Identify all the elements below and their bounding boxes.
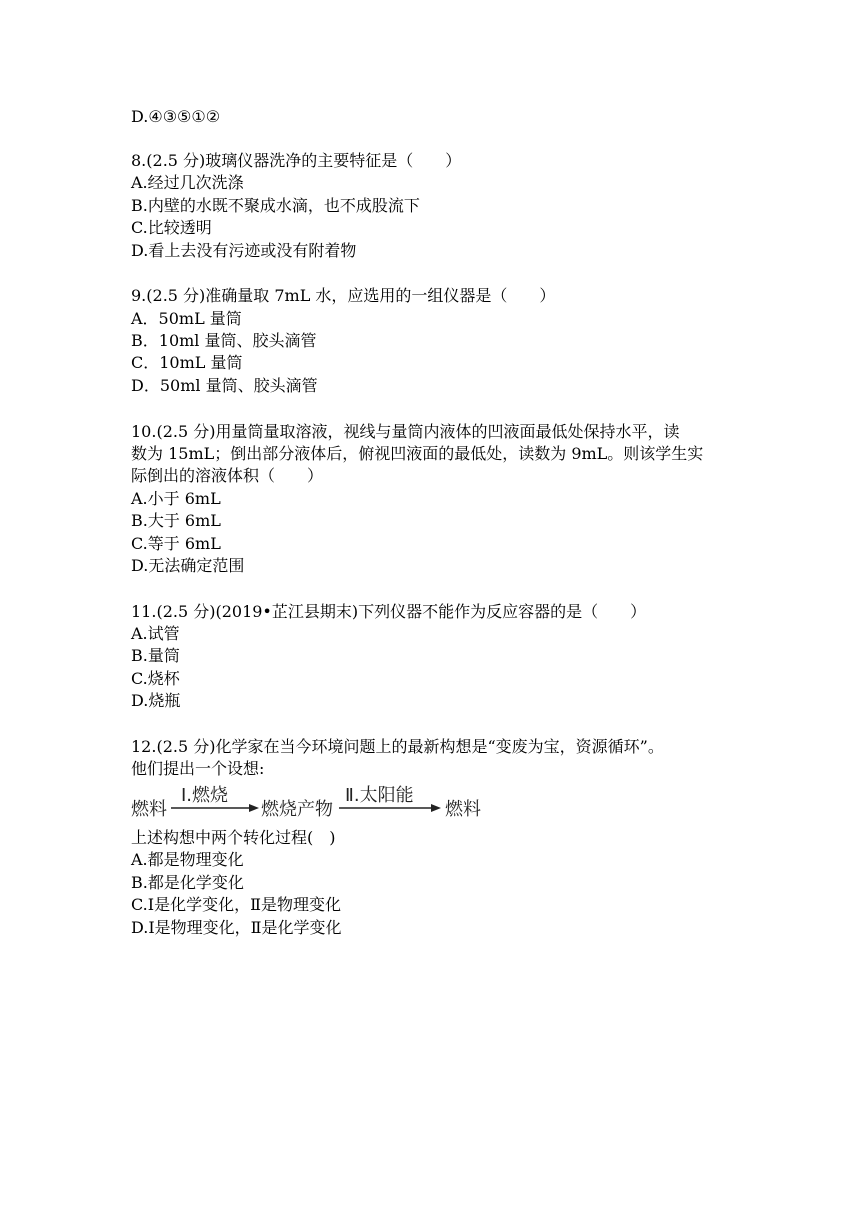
question-8-option-c: C.比较透明 bbox=[131, 218, 212, 237]
question-9-option-b: B．10ml 量筒、胶头滴管 bbox=[131, 331, 317, 350]
question-8-option-d: D.看上去没有污迹或没有附着物 bbox=[131, 241, 357, 260]
question-8-stem: 8.(2.5 分)玻璃仪器洗净的主要特征是（ ） bbox=[131, 151, 462, 170]
question-8-option-b: B.内壁的水既不聚成水滴，也不成股流下 bbox=[131, 196, 420, 215]
prev-option-d: D.④③⑤①② bbox=[131, 107, 221, 126]
diagram-arrowhead-1 bbox=[249, 804, 259, 812]
question-11-option-b: B.量筒 bbox=[131, 646, 180, 665]
diagram-middle-label: 燃烧产物 bbox=[261, 799, 333, 820]
diagram-arrowhead-2 bbox=[431, 804, 441, 812]
question-12-option-a: A.都是物理变化 bbox=[131, 850, 244, 869]
diagram-step2-label: Ⅱ.太阳能 bbox=[345, 785, 414, 806]
question-10-stem-line2: 数为 15mL；倒出部分液体后，俯视凹液面的最低处，读数为 9mL。则该学生实 bbox=[131, 444, 704, 463]
diagram-end-label: 燃料 bbox=[445, 799, 481, 820]
question-11-stem: 11.(2.5 分)(2019•芷江县期末)下列仪器不能作为反应容器的是（ ） bbox=[131, 602, 647, 621]
diagram-start-label: 燃料 bbox=[131, 799, 167, 820]
question-12-option-d: D.Ⅰ是物理变化，Ⅱ是化学变化 bbox=[131, 918, 342, 937]
question-9-stem: 9.(2.5 分)准确量取 7mL 水，应选用的一组仪器是（ ） bbox=[131, 286, 556, 305]
question-10-stem-line3: 际倒出的溶液体积（ ） bbox=[131, 466, 324, 485]
question-12-stem-line1: 12.(2.5 分)化学家在当今环境问题上的最新构想是“变废为宝，资源循环”。 bbox=[131, 737, 664, 756]
question-10-option-d: D.无法确定范围 bbox=[131, 556, 245, 575]
question-10-option-c: C.等于 6mL bbox=[131, 534, 221, 553]
question-12-option-c: C.Ⅰ是化学变化，Ⅱ是物理变化 bbox=[131, 895, 341, 914]
question-11-option-d: D.烧瓶 bbox=[131, 691, 181, 710]
question-11-option-a: A.试管 bbox=[131, 624, 180, 643]
question-8-option-a: A.经过几次洗涤 bbox=[131, 173, 244, 192]
question-9-option-d: D．50ml 量筒、胶头滴管 bbox=[131, 376, 318, 395]
question-10-stem-line1: 10.(2.5 分)用量筒量取溶液，视线与量筒内液体的凹液面最低处保持水平，读 bbox=[131, 422, 680, 441]
question-9-option-c: C．10mL 量筒 bbox=[131, 353, 243, 372]
question-12-option-b: B.都是化学变化 bbox=[131, 873, 244, 892]
question-12-after-stem: 上述构想中两个转化过程( ) bbox=[131, 828, 336, 847]
question-10-option-b: B.大于 6mL bbox=[131, 511, 221, 530]
question-11-option-c: C.烧杯 bbox=[131, 669, 180, 688]
question-9-option-a: A．50mL 量筒 bbox=[131, 309, 242, 328]
question-12-stem-line2: 他们提出一个设想: bbox=[131, 759, 265, 778]
question-10-option-a: A.小于 6mL bbox=[131, 489, 221, 508]
conversion-diagram bbox=[131, 784, 491, 824]
diagram-step1-label: Ⅰ.燃烧 bbox=[181, 785, 229, 806]
